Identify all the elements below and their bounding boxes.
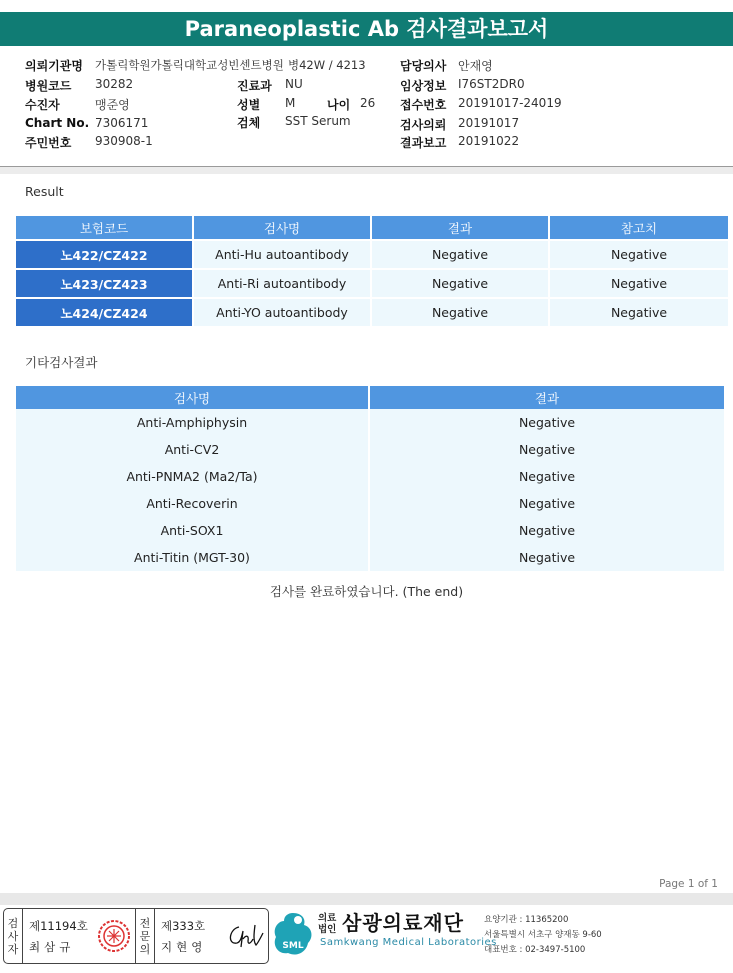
other-results-table bbox=[14, 386, 726, 571]
report-title: Paraneoplastic Ab 검사결과보고서 bbox=[0, 12, 733, 46]
table-row bbox=[16, 463, 724, 490]
test-result: Negative bbox=[370, 517, 724, 544]
report-date-label: 결과보고 bbox=[400, 136, 447, 150]
specimen-value: SST Serum bbox=[285, 114, 351, 128]
insurance-code: 노424/CZ424 bbox=[16, 297, 192, 326]
clinical-value: I76ST2DR0 bbox=[458, 77, 525, 91]
result-col-reference: 참고치 bbox=[550, 216, 728, 239]
doctor-label: 담당의사 bbox=[400, 59, 447, 73]
header-divider bbox=[0, 167, 733, 174]
examiner-license: 제11194호 bbox=[29, 919, 88, 933]
organization-phone: 대표번호 : 02-3497-5100 bbox=[484, 945, 586, 955]
test-name: Anti-CV2 bbox=[16, 436, 368, 463]
request-date: 20191017 bbox=[458, 116, 520, 130]
test-name: Anti-Recoverin bbox=[16, 490, 368, 517]
result-section-title: Result bbox=[25, 184, 64, 199]
specialist-name: 지현영 bbox=[161, 940, 207, 954]
dept-value: NU bbox=[285, 77, 303, 91]
result-table bbox=[14, 216, 730, 326]
ward-value: 병42W / 4213 bbox=[288, 58, 366, 72]
test-name: Anti-SOX1 bbox=[16, 517, 368, 544]
sml-logo-text: SML bbox=[282, 941, 304, 951]
test-name: Anti-YO autoantibody bbox=[194, 297, 370, 326]
request-label: 검사의뢰 bbox=[400, 118, 447, 132]
examiner-seal-icon bbox=[97, 919, 131, 953]
receipt-value: 20191017-24019 bbox=[458, 96, 562, 110]
insurance-code: 노423/CZ423 bbox=[16, 268, 192, 297]
hospital-code-value: 30282 bbox=[95, 77, 134, 91]
examiner-name: 최삼규 bbox=[29, 940, 75, 954]
test-name: Anti-Ri autoantibody bbox=[194, 268, 370, 297]
clinical-label: 임상정보 bbox=[400, 79, 447, 93]
hospital-code-label: 병원코드 bbox=[25, 79, 72, 93]
report-date: 20191022 bbox=[458, 134, 520, 148]
table-row bbox=[16, 409, 724, 436]
table-row bbox=[16, 544, 724, 571]
table-row bbox=[16, 436, 724, 463]
table-row bbox=[16, 239, 728, 268]
sml-logo-icon bbox=[272, 911, 314, 957]
doctor-value: 안재영 bbox=[458, 59, 493, 73]
test-name: Anti-Amphiphysin bbox=[16, 409, 368, 436]
other-col-result: 결과 bbox=[370, 386, 724, 409]
signature-box bbox=[3, 908, 269, 964]
test-result: Negative bbox=[370, 463, 724, 490]
organization-name: 삼광의료재단 bbox=[342, 911, 464, 935]
legal-entity-label: 의료법인 bbox=[318, 913, 337, 935]
test-name: Anti-PNMA2 (Ma2/Ta) bbox=[16, 463, 368, 490]
organization-name-en: Samkwang Medical Laboratories bbox=[320, 937, 497, 948]
sex-value: M bbox=[285, 96, 296, 110]
test-result: Negative bbox=[372, 297, 548, 326]
test-result: Negative bbox=[372, 268, 548, 297]
test-result: Negative bbox=[370, 409, 724, 436]
test-name: Anti-Hu autoantibody bbox=[194, 239, 370, 268]
patient-label: 수진자 bbox=[25, 98, 60, 112]
test-name: Anti-Titin (MGT-30) bbox=[16, 544, 368, 571]
result-col-code: 보험코드 bbox=[16, 216, 192, 239]
examiner-label: 검사자 bbox=[4, 909, 23, 963]
table-row bbox=[16, 268, 728, 297]
specialist-label: 전문의 bbox=[136, 909, 155, 963]
institution-label: 의뢰기관명 bbox=[25, 59, 83, 73]
test-result: Negative bbox=[370, 436, 724, 463]
chart-no-value: 7306171 bbox=[95, 116, 149, 130]
rrn-value: 930908-1 bbox=[95, 134, 153, 148]
table-row bbox=[16, 490, 724, 517]
specialist-cell bbox=[155, 909, 267, 963]
sex-label: 성별 bbox=[237, 98, 261, 112]
reference-value: Negative bbox=[550, 268, 728, 297]
table-row bbox=[16, 297, 728, 326]
table-row bbox=[16, 517, 724, 544]
test-result: Negative bbox=[370, 490, 724, 517]
reference-value: Negative bbox=[550, 239, 728, 268]
other-col-test: 검사명 bbox=[16, 386, 368, 409]
insurance-code: 노422/CZ422 bbox=[16, 239, 192, 268]
test-result: Negative bbox=[370, 544, 724, 571]
patient-value: 맹준영 bbox=[95, 98, 130, 112]
signature-icon bbox=[225, 921, 265, 951]
specimen-label: 검체 bbox=[237, 116, 261, 130]
rrn-label: 주민번호 bbox=[25, 136, 72, 150]
end-message: 검사를 완료하였습니다. (The end) bbox=[269, 584, 464, 599]
receipt-label: 접수번호 bbox=[400, 98, 447, 112]
specialist-license: 제333호 bbox=[161, 919, 206, 933]
page-number: Page 1 of 1 bbox=[659, 878, 718, 890]
other-section-title: 기타검사결과 bbox=[25, 355, 98, 370]
organization-address: 서울특별시 서초구 양재동 9-60 bbox=[484, 930, 602, 940]
examiner-cell bbox=[23, 909, 136, 963]
age-value: 26 bbox=[360, 96, 376, 110]
result-col-test: 검사명 bbox=[194, 216, 370, 239]
result-col-result: 결과 bbox=[372, 216, 548, 239]
institution-value: 가톨릭학원가톨릭대학교성빈센트병원 bbox=[95, 58, 284, 72]
age-label: 나이 bbox=[327, 98, 351, 112]
reference-value: Negative bbox=[550, 297, 728, 326]
dept-label: 진료과 bbox=[237, 79, 272, 93]
care-institution-code: 요양기관 : 11365200 bbox=[484, 915, 569, 925]
report-header bbox=[0, 48, 733, 168]
chart-no-label: Chart No. bbox=[25, 116, 90, 130]
test-result: Negative bbox=[372, 239, 548, 268]
footer-divider bbox=[0, 893, 733, 905]
